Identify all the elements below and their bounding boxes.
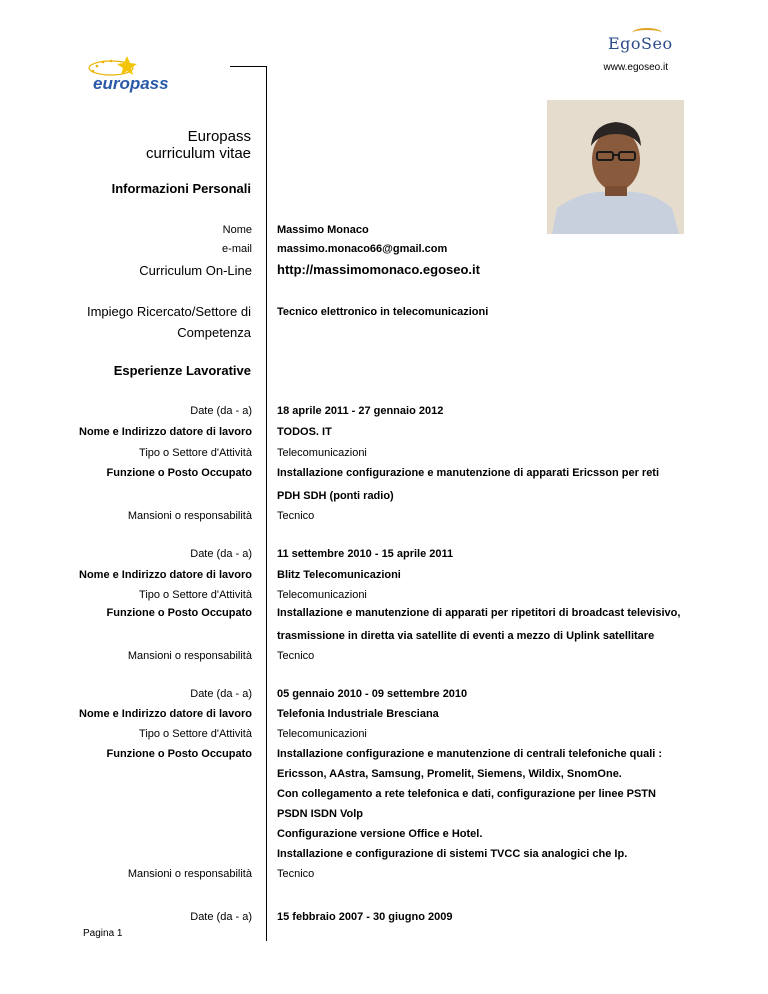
date-value: 05 gennaio 2010 - 09 settembre 2010	[277, 688, 468, 700]
name-value: Massimo Monaco	[277, 224, 369, 236]
date-label: Date (da - a)	[190, 405, 252, 417]
egoseo-logo	[608, 34, 688, 56]
sector-value: Telecomunicazioni	[277, 728, 367, 740]
function-value	[277, 744, 711, 864]
cv-online-label: Curriculum On-Line	[139, 263, 252, 278]
function-line: PDH SDH (ponti radio)	[277, 490, 394, 502]
cv-title	[146, 128, 251, 162]
function-line: trasmissione in diretta via satellite di eventi a mezzo di Uplink satellitare	[277, 630, 655, 642]
egoseo-arc-icon	[632, 28, 662, 38]
name-label: Nome	[222, 224, 252, 236]
cv-title-line2: curriculum vitae	[145, 145, 251, 162]
function-label: Funzione o Posto Occupato	[106, 607, 252, 619]
header-rule	[230, 66, 267, 67]
person-silhouette-icon	[547, 100, 684, 234]
section-heading-experience: Esperienze Lavorative	[113, 363, 251, 378]
duties-label: Mansioni o responsabilità	[127, 650, 252, 662]
sector-label: Tipo o Settore d'Attività	[139, 589, 252, 601]
sector-label: Tipo o Settore d'Attività	[139, 728, 252, 740]
profile-photo	[547, 100, 684, 234]
cv-online-link[interactable]: http://massimomonaco.egoseo.it	[277, 262, 480, 277]
sector-value: Telecomunicazioni	[277, 589, 367, 601]
function-value	[277, 603, 711, 646]
duties-value: Tecnico	[277, 868, 315, 880]
section-heading-personal: Informazioni Personali	[111, 181, 251, 196]
function-line: Installazione e manutenzione di apparati per ripetitori di broadcast televisivo,	[277, 607, 681, 619]
job-sought-value: Tecnico elettronico in telecomunicazioni	[277, 306, 489, 318]
function-line: Installazione e configurazione di sistemi TVCC sia analogici che Ip.	[277, 848, 628, 860]
employer-value: Telefonia Industriale Bresciana	[277, 708, 439, 720]
column-divider	[266, 66, 267, 941]
employer-label: Nome e Indirizzo datore di lavoro	[79, 569, 252, 581]
page-number: Pagina 1	[83, 928, 123, 939]
function-line: Installazione configurazione e manutenzione di apparati Ericsson per reti	[277, 467, 660, 479]
function-value	[277, 463, 711, 506]
job-sought-label-line1: Impiego Ricercato/Settore di	[86, 304, 251, 319]
function-label: Funzione o Posto Occupato	[106, 748, 252, 760]
duties-value: Tecnico	[277, 510, 315, 522]
employer-label: Nome e Indirizzo datore di lavoro	[79, 426, 252, 438]
egoseo-logo-text: EgoSeo	[608, 34, 673, 53]
cv-title-line1: Europass	[187, 128, 251, 145]
function-line: Installazione configurazione e manutenzione di centrali telefoniche quali :	[277, 748, 663, 760]
sector-value: Telecomunicazioni	[277, 447, 367, 459]
europass-logo-text: europass	[93, 74, 169, 93]
email-value[interactable]: massimo.monaco66@gmail.com	[277, 243, 448, 255]
duties-label: Mansioni o responsabilità	[127, 868, 252, 880]
function-line: Con collegamento a rete telefonica e dati, configurazione per linee PSTN	[277, 788, 656, 800]
job-sought-label-line2: Competenza	[177, 325, 251, 340]
duties-value: Tecnico	[277, 650, 315, 662]
employer-value: TODOS. IT	[277, 426, 332, 438]
function-line: Ericsson, AAstra, Samsung, Promelit, Siemens, Wildix, SnomOne.	[277, 768, 622, 780]
date-label: Date (da - a)	[190, 688, 252, 700]
employer-value: Blitz Telecomunicazioni	[277, 569, 401, 581]
date-label: Date (da - a)	[190, 911, 252, 923]
website-link[interactable]: www.egoseo.it	[603, 62, 668, 73]
europass-logo	[83, 52, 169, 94]
employer-label: Nome e Indirizzo datore di lavoro	[79, 708, 252, 720]
email-label: e-mail	[222, 243, 252, 255]
date-value: 15 febbraio 2007 - 30 giugno 2009	[277, 911, 453, 923]
duties-label: Mansioni o responsabilità	[127, 510, 252, 522]
job-sought-label	[87, 301, 251, 343]
date-label: Date (da - a)	[190, 548, 252, 560]
function-line: PSDN ISDN Volp	[277, 808, 363, 820]
date-value: 18 aprile 2011 - 27 gennaio 2012	[277, 405, 444, 417]
date-value: 11 settembre 2010 - 15 aprile 2011	[277, 548, 454, 560]
function-line: Configurazione versione Office e Hotel.	[277, 828, 483, 840]
function-label: Funzione o Posto Occupato	[106, 467, 252, 479]
sector-label: Tipo o Settore d'Attività	[139, 447, 252, 459]
